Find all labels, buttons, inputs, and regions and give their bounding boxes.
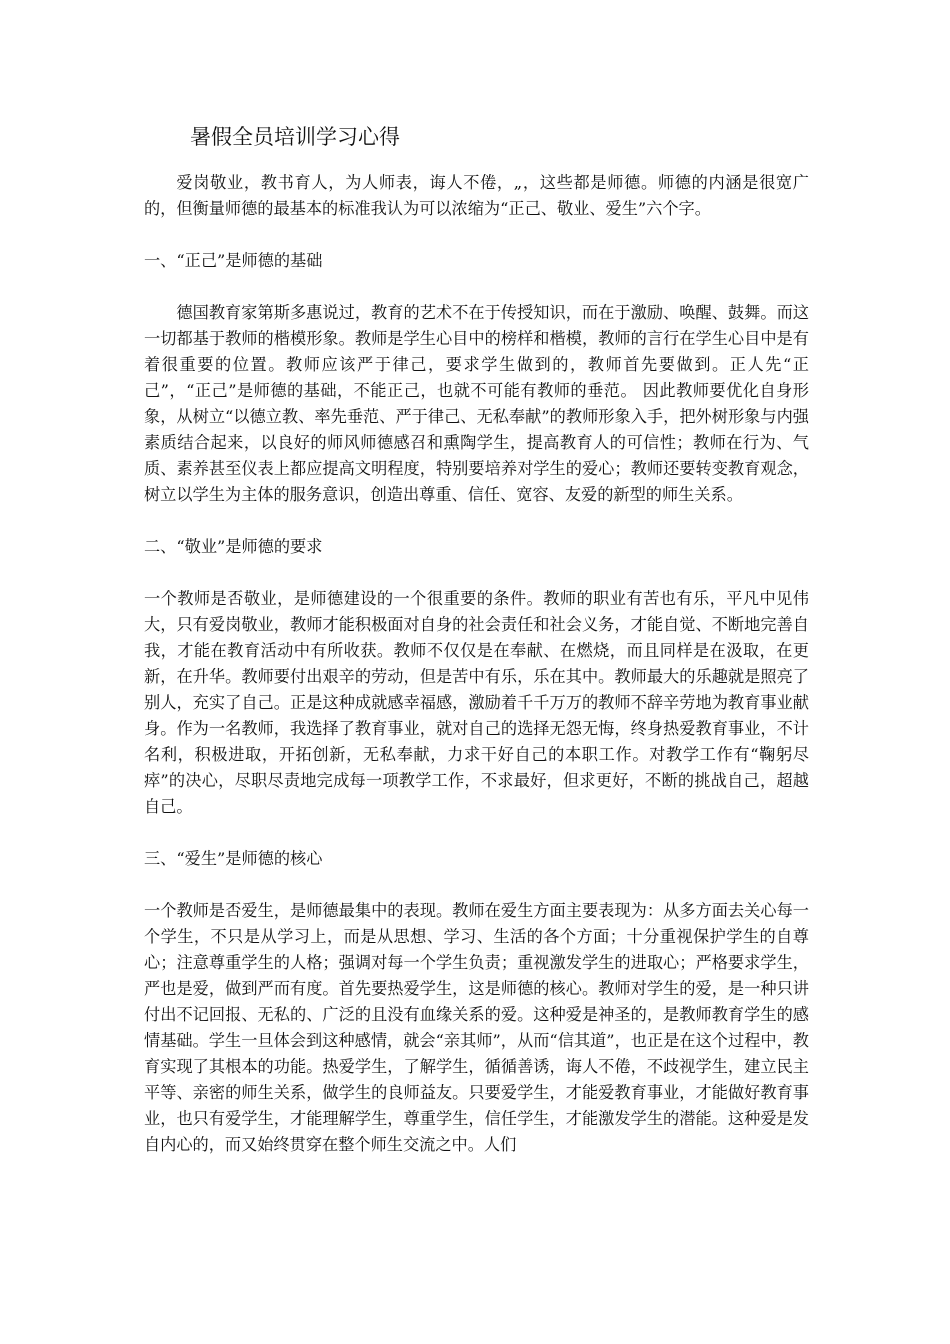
paragraph-gap [144,872,809,898]
section-body-3: 一个教师是否爱生，是师德最集中的表现。教师在爱生方面主要表现为：从多方面去关心每一个学生，不只是从学习上，而是从思想、学习、生活的各个方面；十分重视保护学生的自尊心；注意尊重学生的人格；强调对每一个学生负责；重视激发学生的进取心；严格要求学生，严也是爱，做到严而有度。首先要热爱学生，这是师德的核心。教师对学生的爱，是一种只讲付出不记回报、无私的、广泛的且没有血缘关系的爱。这种爱是神圣的，是教师教育学生的感情基础。学生一旦体会到这种感情，就会“亲其师”，从而“信其道”，也正是在这个过程中，教育实现了其根本的功能。热爱学生，了解学生，循循善诱，诲人不倦，不歧视学生，建立民主平等、亲密的师生关系，做学生的良师益友。只要爱学生，才能爱教育事业，才能做好教育事业，也只有爱学生，才能理解学生，尊重学生，信任学生，才能激发学生的潜能。这种爱是发自内心的，而又始终贯穿在整个师生交流之中。人们 [144,901,809,1154]
section-heading-2: 二、“敬业”是师德的要求 [144,537,323,556]
paragraph-gap [144,508,809,534]
paragraph-gap [144,222,809,248]
section-body-2: 一个教师是否敬业，是师德建设的一个很重要的条件。教师的职业有苦也有乐，平凡中见伟大，只有爱岗敬业，教师才能积极面对自身的社会责任和社会义务，才能自觉、不断地完善自我，才能在教育活动中有所收获。教师不仅仅是在奉献、在燃烧，而且同样是在汲取，在更新，在升华。教师要付出艰辛的劳动，但是苦中有乐，乐在其中。教师最大的乐趣就是照亮了别人，充实了自己。正是这种成就感幸福感，激励着千千万万的教师不辞辛劳地为教育事业献身。作为一名教师，我选择了教育事业，就对自己的选择无怨无悔，终身热爱教育事业，不计名利，积极进取，开拓创新，无私奉献，力求干好自己的本职工作。对教学工作有“鞠躬尽瘁”的决心，尽职尽责地完成每一项教学工作，不求最好，但求更好，不断的挑战自己，超越自己。 [144,589,809,816]
paragraph-gap [144,560,809,586]
document-body [144,170,809,1158]
intro-paragraph: 爱岗敬业，教书育人，为人师表，诲人不倦，„，这些都是师德。师德的内涵是很宽广的，但衡量师德的最基本的标准我认为可以浓缩为“正己、敬业、爱生”六个字。 [144,173,809,218]
section-heading-3: 三、“爱生”是师德的核心 [144,849,323,868]
document-title: 暑假全员培训学习心得 [190,125,400,149]
paragraph-gap [144,820,809,846]
section-heading-1: 一、“正己”是师德的基础 [144,251,323,270]
paragraph-gap [144,274,809,300]
section-body-1: 德国教育家第斯多惠说过，教育的艺术不在于传授知识，而在于激励、唤醒、鼓舞。而这一切都基于教师的楷模形象。教师是学生心目中的榜样和楷模，教师的言行在学生心目中是有着很重要的位置。教师应该严于律己，要求学生做到的，教师首先要做到。正人先“正己”，“正己”是师德的基础，不能正己，也就不可能有教师的垂范。 因此教师要优化自身形象，从树立“以德立教、率先垂范、严于律己、无私奉献”的教师形象入手，把外树形象与内强素质结合起来，以良好的师风师德感召和熏陶学生，提高教育人的可信性；教师在行为、气质、素养甚至仪表上都应提高文明程度，特别要培养对学生的爱心；教师还要转变教育观念，树立以学生为主体的服务意识，创造出尊重、信任、宽容、友爱的新型的师生关系。 [144,303,809,504]
